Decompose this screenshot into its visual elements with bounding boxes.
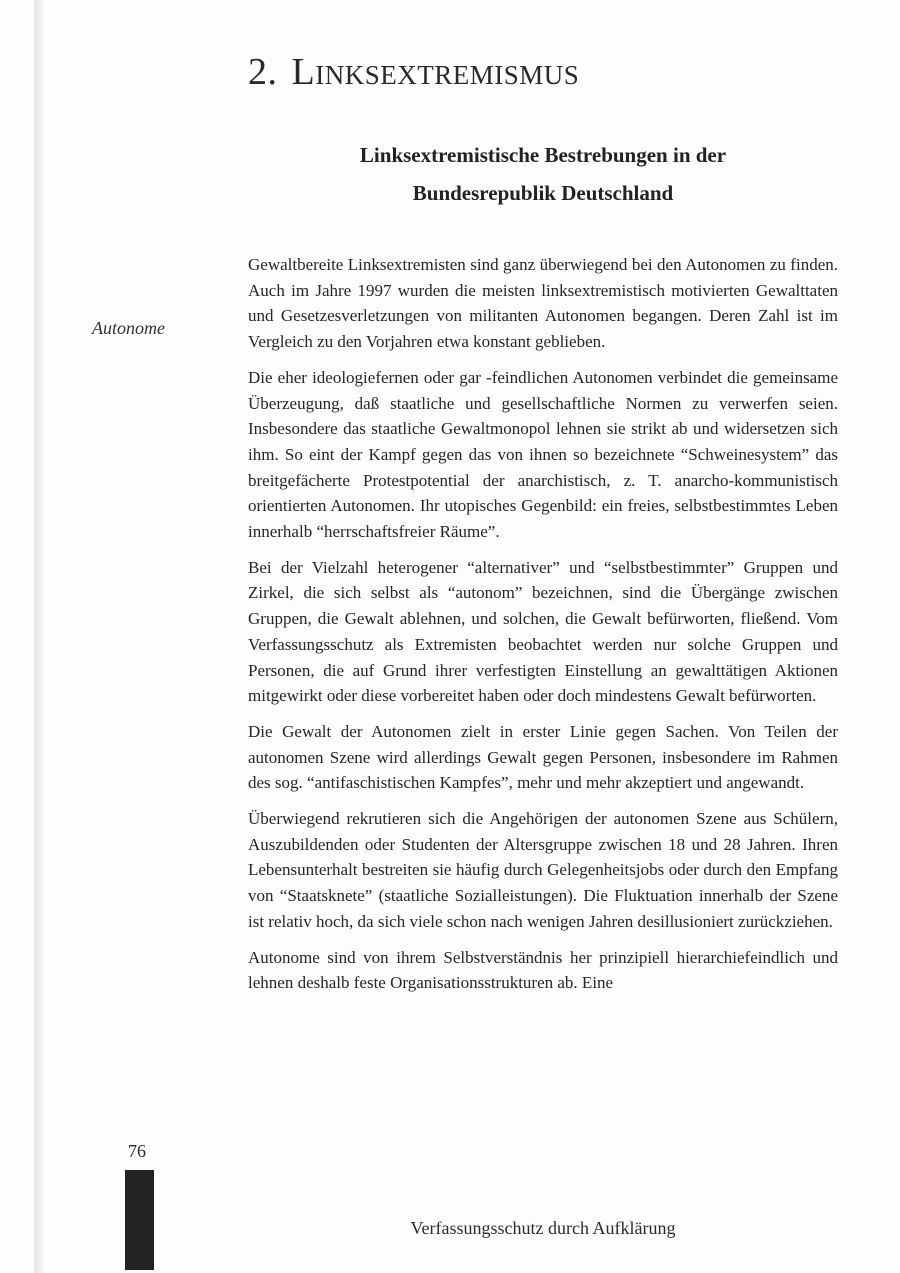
body-text	[248, 252, 838, 1006]
paragraph: Überwiegend rekrutieren sich die Angehörigen der autonomen Szene aus Schülern, Auszubildenden oder Studenten der Altersgruppe zwischen 18 und 28 Jahren. Ihren Lebensunterhalt bestreiten sie häufig durch Gelegenheitsjobs oder durch den Empfang von “Staatsknete” (staatliche Sozialleistungen). Die Fluktuation innerhalb der Szene ist relativ hoch, da sich viele schon nach wenigen Jahren desillusioniert zurückziehen.	[248, 809, 838, 931]
section-title	[248, 136, 838, 212]
section-title-line-1: Linksextremistische Bestrebungen in der	[359, 143, 727, 167]
paragraph: Gewaltbereite Linksextremisten sind ganz überwiegend bei den Autonomen zu finden. Auch im Jahre 1997 wurden die meisten linksextremistisch motivierten Gewalttaten und Gesetzesverletzungen von militanten Autonomen begangen. Deren Zahl ist im Vergleich zu den Vorjahren etwa konstant geblieben.	[248, 255, 838, 352]
chapter-number: 2.	[248, 51, 278, 93]
paragraph: Bei der Vielzahl heterogener “alternativer” und “selbstbestimmter” Gruppen und Zirkel, die sich selbst als “autonom” bezeichnen, sind die Übergänge zwischen Gruppen, die Gewalt ablehnen, und solchen, die Gewalt befürworten, fließend. Vom Verfassungsschutz als Extremisten beobachtet werden nur solche Gruppen und Personen, die auf Grund ihrer verfestigten Einstellung an gewalttätigen Aktionen mitgewirkt oder diese vorbereitet haben oder doch mindestens Gewalt befürworten.	[248, 557, 838, 706]
paragraph: Die Gewalt der Autonomen zielt in erster Linie gegen Sachen. Von Teilen der autonomen Szene wird allerdings Gewalt gegen Personen, insbesondere im Rahmen des sog. “antifaschistischen Kampfes”, mehr und mehr akzeptiert und angewandt.	[248, 721, 838, 793]
margin-note: Autonome	[92, 318, 165, 338]
page-gutter-shadow	[34, 0, 44, 1273]
chapter-name: Linksextremismus	[291, 51, 580, 93]
page-footer: Verfassungsschutz durch Aufklärung	[410, 1218, 676, 1238]
paragraph: Die eher ideologiefernen oder gar -feindlichen Autonomen verbindet die gemeinsame Überzeugung, daß staatliche und gesellschaftliche Normen zu verwerfen seien. Insbesondere das staatliche Gewaltmonopol lehnen sie strikt ab und widersetzen sich ihm. So eint der Kampf gegen das von ihnen so bezeichnete “Schweinesystem” das breitgefächerte Protestpotential der anarchistisch, z. T. anarcho-kommunistisch orientierten Autonomen. Ihr utopisches Gegenbild: ein freies, selbstbestimmtes Leben innerhalb “herrschaftsfreier Räume”.	[248, 367, 838, 542]
chapter-thumb-marker	[125, 1170, 154, 1270]
paragraph: Autonome sind von ihrem Selbstverständnis her prinzipiell hierarchiefeindlich und lehnen deshalb feste Organisationsstrukturen ab. Eine	[248, 947, 838, 993]
page-number: 76	[128, 1141, 146, 1161]
section-title-line-2: Bundesrepublik Deutschland	[412, 181, 674, 205]
chapter-title	[248, 50, 579, 94]
